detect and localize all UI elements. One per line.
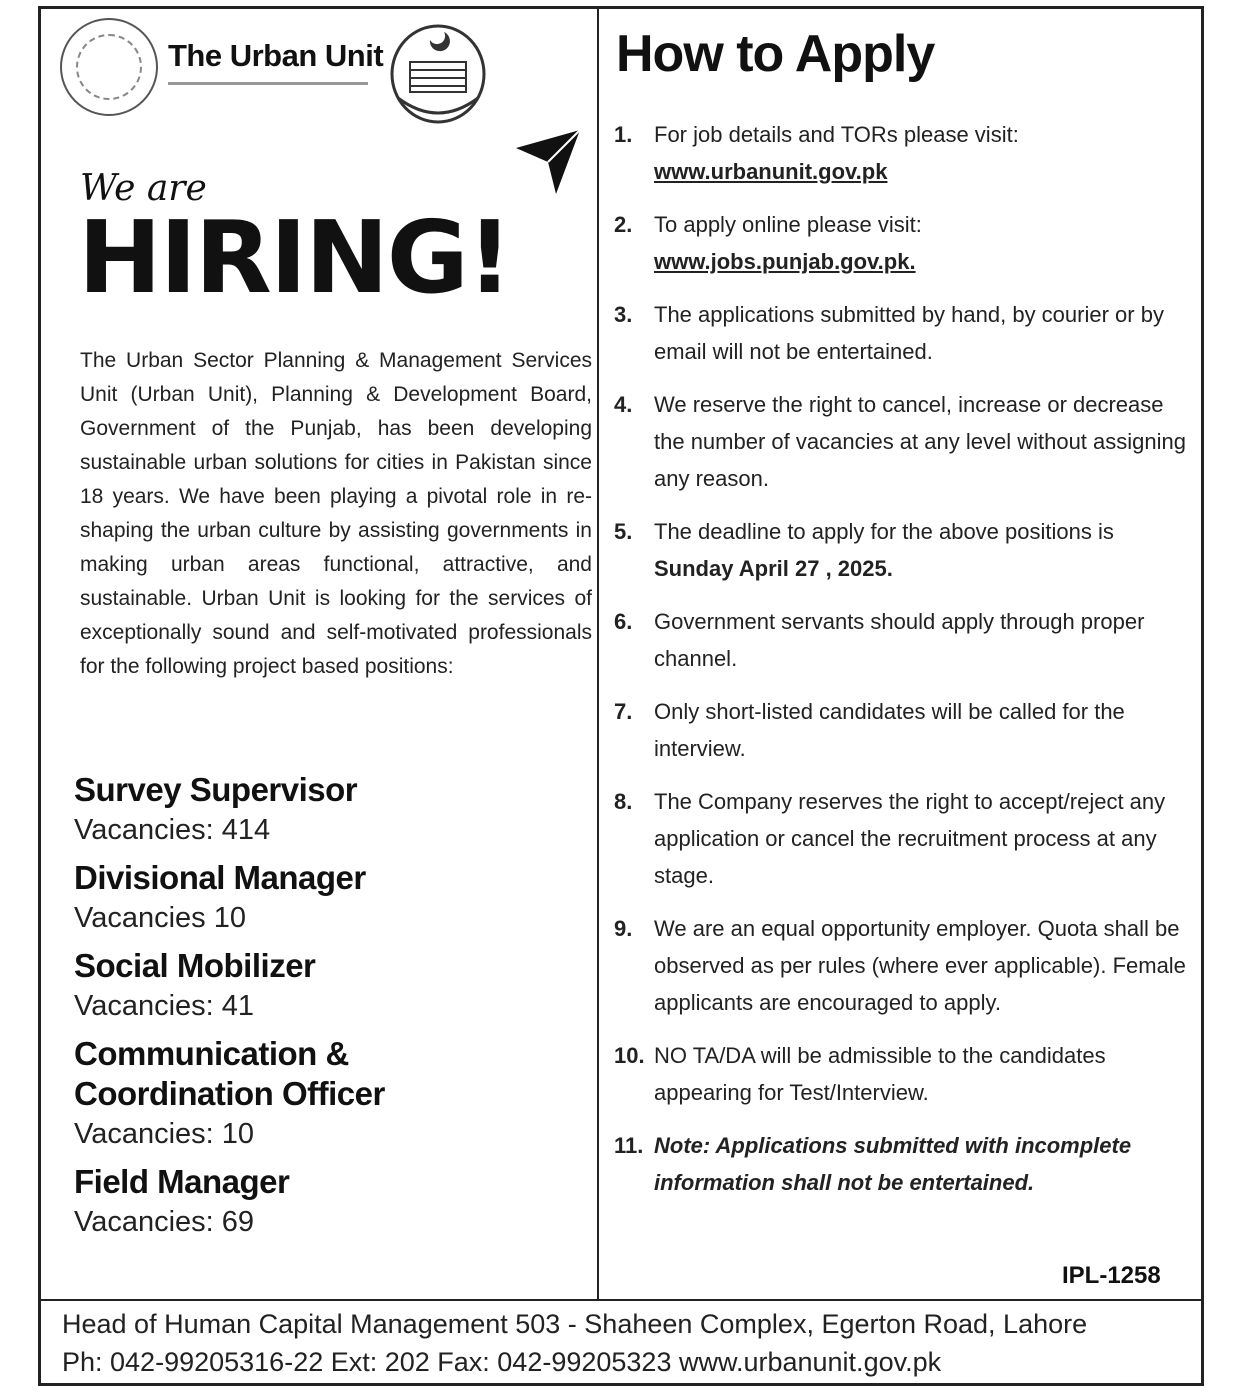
step-number: 1. — [614, 122, 633, 147]
position-item — [74, 1034, 574, 1154]
jobs-punjab-link[interactable]: www.jobs.punjab.gov.pk. — [654, 249, 916, 274]
vertical-divider — [597, 9, 599, 1299]
step-text: We reserve the right to cancel, increase or decrease the number of vacancies at any level without assigning any reason. — [654, 392, 1186, 491]
position-title: Survey Supervisor — [74, 771, 358, 808]
step-number: 5. — [614, 519, 633, 544]
step-number: 7. — [614, 699, 633, 724]
step-item — [614, 910, 1194, 1021]
logo-row — [58, 10, 578, 125]
brand-name: The Urban Unit — [168, 38, 384, 73]
step-number: 4. — [614, 392, 633, 417]
position-item — [74, 858, 574, 938]
position-item — [74, 946, 574, 1026]
step-item — [614, 513, 1194, 587]
step-text: NO TA/DA will be admissible to the candidates appearing for Test/Interview. — [654, 1043, 1106, 1105]
position-vacancies: Vacancies: 10 — [74, 1118, 255, 1150]
step-item — [614, 783, 1194, 894]
position-vacancies: Vacancies: 69 — [74, 1206, 255, 1238]
hiring-headline: HIRING! — [78, 199, 511, 316]
apply-steps — [614, 116, 1194, 1201]
step-number: 6. — [614, 609, 633, 634]
step-item — [614, 296, 1194, 370]
step-text: The applications submitted by hand, by courier or by email will not be entertained. — [654, 302, 1164, 364]
step-item — [614, 116, 1194, 190]
horizontal-divider — [41, 1299, 1201, 1301]
footer-phone: Ph: 042-99205316-22 Ext: 202 Fax: 042-99205323 www.urbanunit.gov.pk — [62, 1347, 942, 1377]
step-number: 10. — [614, 1043, 645, 1068]
step-number: 9. — [614, 916, 633, 941]
note-text: Note: Applications submitted with incomplete information shall not be entertained. — [654, 1133, 1132, 1195]
reference-code: IPL-1258 — [1062, 1262, 1161, 1289]
step-item — [614, 1127, 1194, 1201]
position-title: Divisional Manager — [74, 859, 366, 896]
we-are-text: We are — [80, 168, 207, 209]
footer-address: Head of Human Capital Management 503 - Shaheen Complex, Egerton Road, Lahore — [62, 1309, 1088, 1339]
brand-tagline-rule — [168, 82, 368, 85]
step-text: Government servants should apply through proper channel. — [654, 609, 1145, 671]
step-item — [614, 1037, 1194, 1111]
position-title: Field Manager — [74, 1163, 290, 1200]
footer-contact — [62, 1305, 1192, 1381]
position-vacancies: Vacancies 10 — [74, 902, 246, 934]
step-item — [614, 693, 1194, 767]
step-number: 2. — [614, 212, 633, 237]
step-number: 8. — [614, 789, 633, 814]
step-number: 3. — [614, 302, 633, 327]
position-vacancies: Vacancies: 414 — [74, 814, 271, 846]
step-text: We are an equal opportunity employer. Quota shall be observed as per rules (where ever applicable). Female applicants are encouraged to apply. — [654, 916, 1186, 1015]
position-title: Communication & Coordination Officer — [74, 1035, 385, 1112]
right-column — [614, 24, 1194, 1195]
punjab-emblem-icon — [388, 18, 488, 124]
left-column — [58, 10, 592, 1238]
step-text: For job details and TORs please visit: — [654, 122, 1019, 147]
step-item — [614, 603, 1194, 677]
positions-list — [74, 770, 574, 1250]
how-to-apply-heading: How to Apply — [616, 25, 935, 83]
urban-unit-seal-icon — [60, 18, 158, 116]
step-number: 11. — [614, 1133, 644, 1158]
step-item — [614, 206, 1194, 280]
intro-paragraph: The Urban Sector Planning & Management Services Unit (Urban Unit), Planning & Development Board, Government of the Punjab, has been developing sustainable urban solutions for cities in Pakistan since 18 years. We have been playing a pivotal role in re-shaping the urban culture by assisting governments in making urban areas functional, attractive, and sustainable. Urban Unit is looking for the services of exceptionally sound and self-motivated professionals for the following project based positions: — [80, 349, 592, 678]
paper-plane-icon — [514, 128, 584, 198]
position-vacancies: Vacancies: 41 — [74, 990, 255, 1022]
position-item — [74, 770, 574, 850]
position-title: Social Mobilizer — [74, 947, 316, 984]
position-item — [74, 1162, 574, 1242]
step-text: The deadline to apply for the above positions is — [654, 519, 1114, 544]
step-text: Only short-listed candidates will be called for the interview. — [654, 699, 1125, 761]
deadline-date: Sunday April 27 , 2025. — [654, 556, 893, 581]
step-text: To apply online please visit: — [654, 212, 922, 237]
step-item — [614, 386, 1194, 497]
step-text: The Company reserves the right to accept/reject any application or cancel the recruitment process at any stage. — [654, 789, 1166, 888]
urbanunit-link[interactable]: www.urbanunit.gov.pk — [654, 159, 888, 184]
